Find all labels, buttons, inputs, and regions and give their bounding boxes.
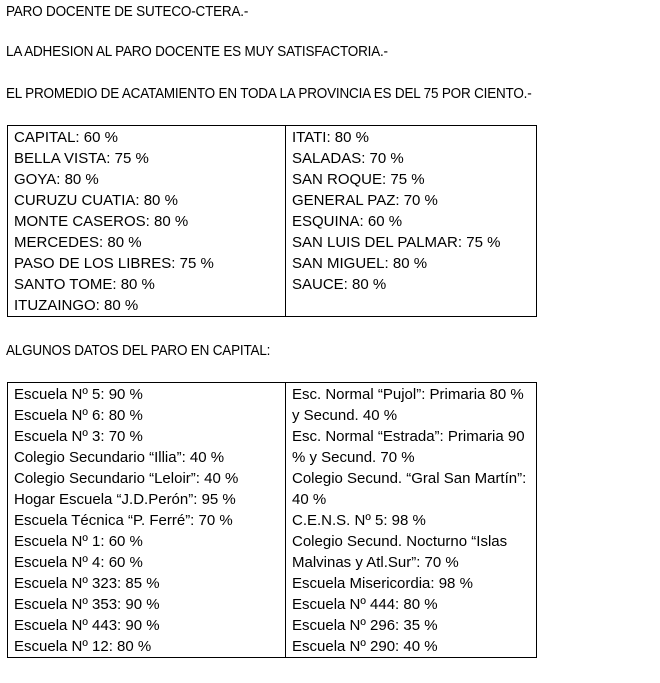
list-item: Escuela Nº 12: 80 %: [14, 638, 152, 655]
table-row: [8, 126, 537, 317]
document-title: PARO DOCENTE DE SUTECO-CTERA.-: [6, 4, 249, 20]
schools-column-right: [286, 383, 537, 658]
list-item: GOYA: 80 %: [14, 171, 99, 188]
list-item: GENERAL PAZ: 70 %: [292, 192, 438, 209]
list-item: Colegio Secundario “Leloir”: 40 %: [14, 470, 239, 487]
province-column-right: [286, 126, 537, 317]
list-item: MONTE CASEROS: 80 %: [14, 213, 189, 230]
list-item: Escuela Nº 3: 70 %: [14, 428, 143, 445]
average-statement: EL PROMEDIO DE ACATAMIENTO EN TODA LA PROVINCIA ES DEL 75 POR CIENTO.-: [6, 86, 532, 102]
list-item: Escuela Nº 290: 40 %: [292, 638, 438, 655]
list-item: ITATI: 80 %: [292, 129, 369, 146]
list-item: C.E.N.S. Nº 5: 98 %: [292, 512, 426, 529]
list-item: Colegio Secund. “Gral San Martín”: 40 %: [292, 470, 527, 508]
list-item: BELLA VISTA: 75 %: [14, 150, 149, 167]
list-item: SAN LUIS DEL PALMAR: 75 %: [292, 234, 501, 251]
list-item: Colegio Secund. Nocturno “Islas Malvinas y Atl.Sur”: 70 %: [292, 533, 508, 571]
list-item: Escuela Nº 444: 80 %: [292, 596, 438, 613]
list-item: Escuela Nº 1: 60 %: [14, 533, 143, 550]
list-item: SANTO TOME: 80 %: [14, 276, 155, 293]
list-item: Escuela Técnica “P. Ferré”: 70 %: [14, 512, 233, 529]
list-item: SALADAS: 70 %: [292, 150, 404, 167]
list-item: Escuela Misericordia: 98 %: [292, 575, 473, 592]
list-item: Escuela Nº 353: 90 %: [14, 596, 160, 613]
list-item: Escuela Nº 4: 60 %: [14, 554, 143, 571]
list-item: Escuela Nº 296: 35 %: [292, 617, 438, 634]
capital-data-heading: ALGUNOS DATOS DEL PARO EN CAPITAL:: [6, 343, 271, 359]
list-item: MERCEDES: 80 %: [14, 234, 142, 251]
list-item: CURUZU CUATIA: 80 %: [14, 192, 178, 209]
list-item: Esc. Normal “Estrada”: Primaria 90 % y Secund. 70 %: [292, 428, 525, 466]
adhesion-statement: LA ADHESION AL PARO DOCENTE ES MUY SATISFACTORIA.-: [6, 44, 388, 60]
list-item: ITUZAINGO: 80 %: [14, 297, 139, 314]
list-item: ESQUINA: 60 %: [292, 213, 403, 230]
list-item: Escuela Nº 6: 80 %: [14, 407, 143, 424]
list-item: Escuela Nº 323: 85 %: [14, 575, 160, 592]
province-column-left: [8, 126, 286, 317]
list-item: CAPITAL: 60 %: [14, 129, 118, 146]
province-adherence-table: [7, 125, 537, 317]
list-item: Hogar Escuela “J.D.Perón”: 95 %: [14, 491, 236, 508]
capital-schools-table: [7, 382, 537, 658]
list-item: SAN ROQUE: 75 %: [292, 171, 425, 188]
list-item: PASO DE LOS LIBRES: 75 %: [14, 255, 214, 272]
list-item: Colegio Secundario “Illia”: 40 %: [14, 449, 225, 466]
table-row: [8, 383, 537, 658]
list-item: SAUCE: 80 %: [292, 276, 387, 293]
list-item: Esc. Normal “Pujol”: Primaria 80 % y Secund. 40 %: [292, 386, 524, 424]
list-item: SAN MIGUEL: 80 %: [292, 255, 428, 272]
schools-column-left: [8, 383, 286, 658]
list-item: Escuela Nº 443: 90 %: [14, 617, 160, 634]
list-item: Escuela Nº 5: 90 %: [14, 386, 143, 403]
